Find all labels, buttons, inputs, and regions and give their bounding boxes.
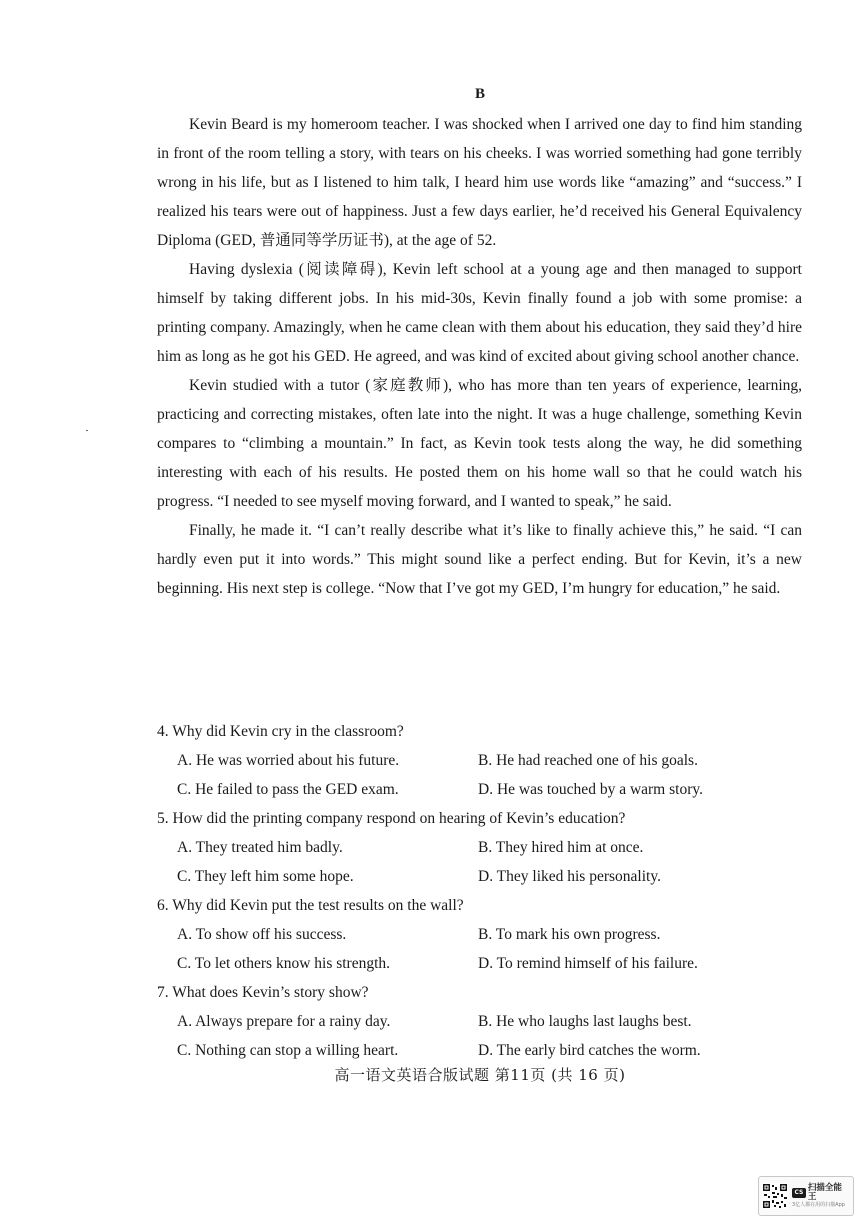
scanner-watermark [758, 1176, 854, 1216]
question-stem: 4. Why did Kevin cry in the classroom? [157, 723, 404, 740]
option-a: A. To show off his success. [177, 926, 347, 943]
scanner-title-row [792, 1184, 850, 1203]
question-5 [157, 804, 802, 891]
question-stem: 5. How did the printing company respond on hearing of Kevin’s education? [157, 810, 626, 827]
option-a: A. He was worried about his future. [177, 752, 400, 769]
scanner-subtitle: 3亿人都在用的扫描App [792, 1201, 845, 1208]
option-a: A. They treated him badly. [177, 839, 343, 856]
option-d: D. They liked his personality. [478, 868, 661, 885]
answer-options [157, 746, 802, 804]
section-title: B [474, 86, 485, 102]
answer-options [157, 920, 802, 978]
option-b: B. To mark his own progress. [478, 926, 661, 943]
question-stem: 7. What does Kevin’s story show? [157, 984, 369, 1001]
passage-paragraph: Finally, he made it. “I can’t really describe what it’s like to finally achieve this,” he said. “I can hardly even put it into words.” This might sound like a perfect ending. But for Kevin, it’s a new beginning. His next step is college. “Now that I’ve got my GED, I’m hungry for education,” he said. [157, 522, 802, 597]
option-c: C. They left him some hope. [177, 868, 354, 885]
option-d: D. The early bird catches the worm. [478, 1042, 701, 1059]
answer-options [157, 833, 802, 891]
page-footer: 高一语文英语合版试题 第11页 (共 16 页) [334, 1066, 626, 1084]
option-d: D. He was touched by a warm story. [478, 781, 703, 798]
cs-logo-icon: CS [792, 1188, 806, 1198]
passage-paragraph: Kevin Beard is my homeroom teacher. I was shocked when I arrived one day to find him standing in front of the room telling a story, with tears on his cheeks. I was worried something had gone terribly wrong in his life, but as I listened to him talk, I heard him use words like “amazing” and “success.” I realized his tears were out of happiness. Just a few days earlier, he’d received his General Equivalency Diploma (GED, 普通同等学历证书), at the age of 52. [157, 116, 802, 249]
question-list [157, 717, 802, 1065]
passage-paragraph: Having dyslexia (阅读障碍), Kevin left school at a young age and then managed to support himself by taking different jobs. In his mid-30s, Kevin finally found a job with some promise: a printing company. Amazingly, when he came clean with them about his education, they said they’d hire him as long as he got his GED. He agreed, and was kind of excited about giving school another chance. [157, 261, 802, 365]
scanner-branding [792, 1184, 850, 1208]
question-7 [157, 978, 802, 1065]
passage-paragraph: Kevin studied with a tutor (家庭教师), who has more than ten years of experience, learning, practicing and correcting mistakes, often late into the night. It was a huge challenge, something Kevin compares to “climbing a mountain.” In fact, as Kevin took tests along the way, he did something interesting with each of his results. He posted them on his home wall so that he could watch his progress. “I needed to see myself moving forward, and I wanted to speak,” he said. [157, 377, 802, 510]
option-b: B. They hired him at once. [478, 839, 644, 856]
option-c: C. Nothing can stop a willing heart. [177, 1042, 399, 1059]
option-d: D. To remind himself of his failure. [478, 955, 698, 972]
option-b: B. He who laughs last laughs best. [478, 1013, 692, 1030]
option-c: C. He failed to pass the GED exam. [177, 781, 399, 798]
question-6 [157, 891, 802, 978]
reading-passage [157, 110, 802, 603]
option-c: C. To let others know his strength. [177, 955, 391, 972]
question-4 [157, 717, 802, 804]
scan-speck [86, 430, 88, 431]
option-a: A. Always prepare for a rainy day. [177, 1013, 391, 1030]
answer-options [157, 1007, 802, 1065]
scanner-app-name: 扫描全能王 [807, 1182, 842, 1203]
option-b: B. He had reached one of his goals. [478, 752, 698, 769]
question-stem: 6. Why did Kevin put the test results on the wall? [157, 897, 464, 914]
qr-code-icon [762, 1183, 788, 1209]
